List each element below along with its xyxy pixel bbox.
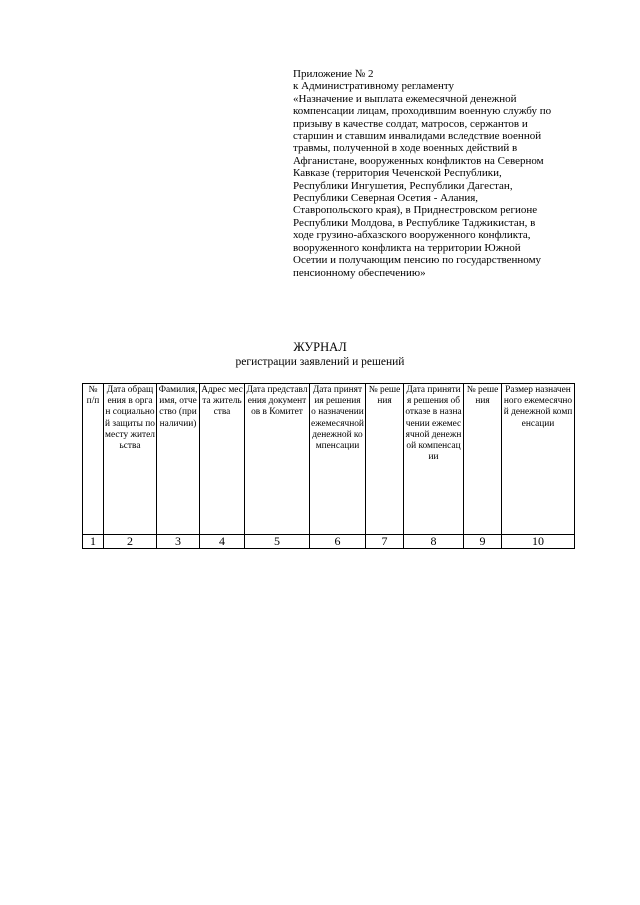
- appendix-line: травмы, полученной в ходе военных действий в: [293, 142, 518, 155]
- appendix-line: пенсионному обеспечению»: [293, 266, 426, 279]
- table-row: [83, 535, 575, 549]
- col-header-grant-decision-date: Дата принятия решения о назначении ежемесячной денежной компенсации: [310, 384, 366, 535]
- journal-subtitle: регистрации заявлений и решений: [235, 356, 405, 368]
- appendix-line: компенсации лицам, проходившим военную службу по: [293, 105, 552, 118]
- appendix-line: вооруженного конфликта на территории Южной: [293, 241, 521, 254]
- column-number-cell: 8: [404, 535, 464, 549]
- appendix-line: Ставропольского края), в Приднестровском регионе: [293, 204, 538, 217]
- registration-table: [82, 383, 575, 549]
- appendix-line: ходе грузино-абхазского вооруженного конфликта,: [293, 229, 531, 242]
- journal-title: ЖУРНАЛ: [293, 340, 347, 354]
- col-header-number: № п/п: [83, 384, 104, 535]
- col-header-compensation-amount: Размер назначенного ежемесячной денежной компенсации: [502, 384, 575, 535]
- appendix-line: старшин и ставшим инвалидами вследствие военной: [293, 130, 542, 143]
- col-header-submission-date: Дата представления документов в Комитет: [245, 384, 310, 535]
- column-number-cell: 7: [366, 535, 404, 549]
- appendix-line: Республики Ингушетия, Республики Дагестан,: [293, 179, 513, 192]
- col-header-refusal-decision-date: Дата принятия решения об отказе в назначении ежемесячной денежной компенсации: [404, 384, 464, 535]
- appendix-line: «Назначение и выплата ежемесячной денежной: [293, 92, 517, 105]
- appendix-line: Кавказе (территория Чеченской Республики,: [293, 167, 502, 180]
- column-number-cell: 2: [104, 535, 157, 549]
- col-header-application-date: Дата обращения в орган социальной защиты по месту жительства: [104, 384, 157, 535]
- column-number-cell: 5: [245, 535, 310, 549]
- col-header-refusal-decision-number: № решения: [464, 384, 502, 535]
- col-header-grant-decision-number: № решения: [366, 384, 404, 535]
- column-number-cell: 6: [310, 535, 366, 549]
- appendix-block: [293, 68, 593, 279]
- col-header-full-name: Фамилия, имя, отчество (при наличии): [157, 384, 200, 535]
- table-header-row: [83, 384, 575, 535]
- appendix-line: Республики Молдова, в Республике Таджикистан, в: [293, 216, 536, 229]
- col-header-address: Адрес места жительства: [200, 384, 245, 535]
- appendix-line: Республики Северная Осетия - Алания,: [293, 192, 479, 205]
- column-number-cell: 4: [200, 535, 245, 549]
- appendix-line: Афганистане, вооруженных конфликтов на Северном: [293, 154, 544, 167]
- column-number-cell: 1: [83, 535, 104, 549]
- appendix-line: Осетии и получающим пенсию по государственному: [293, 254, 542, 267]
- appendix-line: к Административному регламенту: [293, 80, 455, 93]
- column-number-cell: 3: [157, 535, 200, 549]
- column-number-cell: 9: [464, 535, 502, 549]
- appendix-line: Приложение № 2: [293, 68, 374, 80]
- appendix-line: призыву в качестве солдат, матросов, сержантов и: [293, 117, 528, 130]
- column-number-cell: 10: [502, 535, 575, 549]
